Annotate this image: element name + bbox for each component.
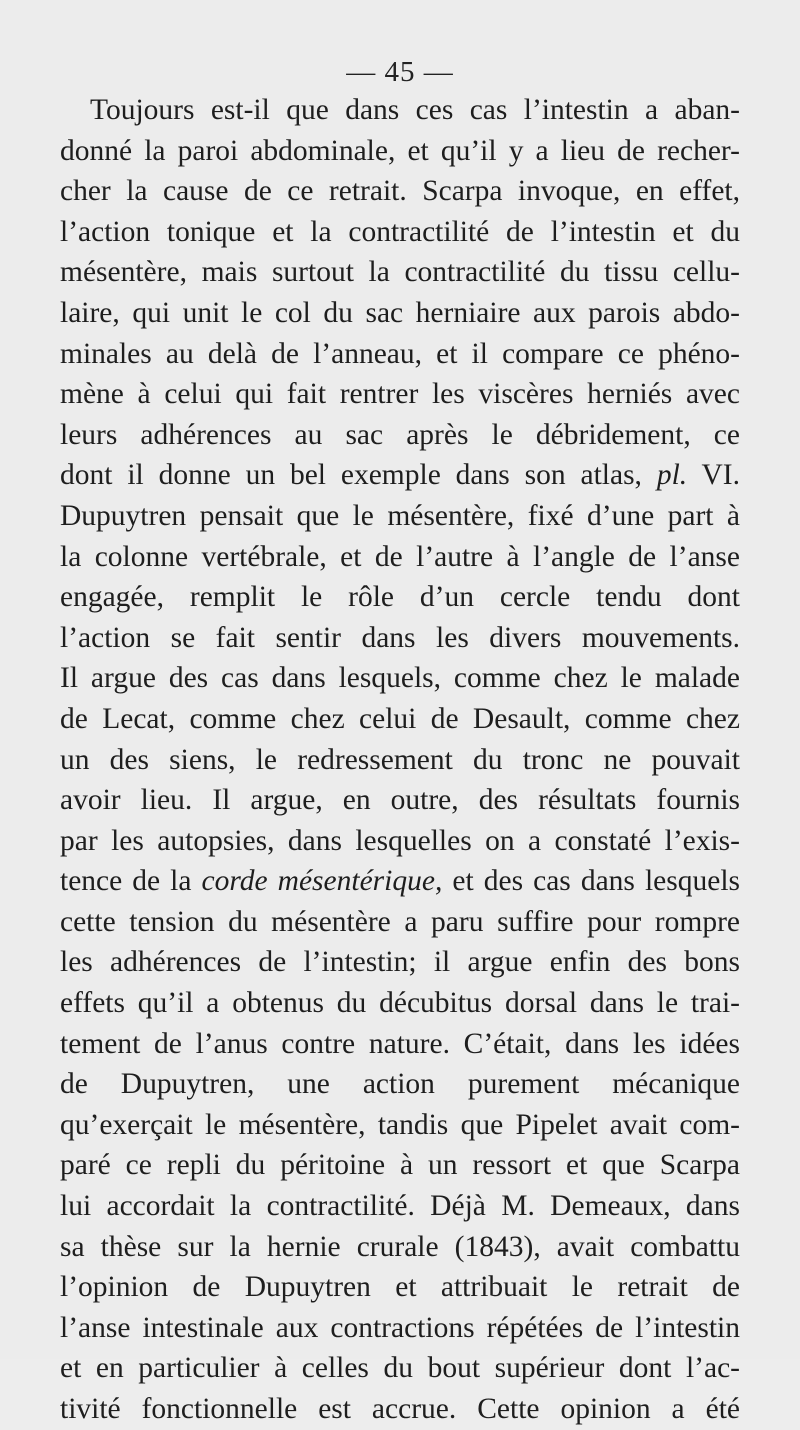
text-line (60, 658, 740, 699)
text-segment: sa thèse sur la hernie crurale (1843), avait combattu (60, 1230, 740, 1263)
text-segment: tement de l’anus contre nature. C’était, dans les idées (60, 1027, 740, 1060)
text-line (60, 1064, 740, 1105)
text-line (60, 902, 740, 943)
text-segment: Il argue des cas dans lesquels, comme chez le malade (60, 662, 740, 695)
text-segment: VI. (687, 459, 740, 492)
text-segment: laire, qui unit le col du sac herniaire aux parois abdo- (60, 296, 740, 329)
text-line (60, 1186, 740, 1227)
page-number: — 45 — (346, 56, 454, 88)
text-segment: la colonne vertébrale, et de l’autre à l’angle de l’anse (60, 540, 740, 573)
text-line (60, 740, 740, 781)
text-line (60, 90, 740, 131)
text-line (60, 861, 740, 902)
text-segment: cette tension du mésentère a paru suffire pour rompre (60, 905, 740, 938)
italic-text: pl. (656, 459, 688, 492)
text-segment: engagée, remplit le rôle d’un cercle tendu dont (60, 581, 740, 614)
text-segment: mésentère, mais surtout la contractilité du tissu cellu- (60, 256, 740, 289)
text-line (60, 537, 740, 578)
text-line (60, 1267, 740, 1308)
text-segment: avoir lieu. Il argue, en outre, des résultats fournis (60, 784, 740, 817)
text-line (60, 1024, 740, 1065)
text-segment: l’action tonique et la contractilité de l’intestin et du (60, 215, 740, 248)
text-segment: et en particulier à celles du bout supérieur dont l’ac- (60, 1352, 740, 1385)
text-line (60, 821, 740, 862)
text-line (60, 455, 740, 496)
text-segment: Dupuytren pensait que le mésentère, fixé d’une part à (60, 499, 740, 532)
text-segment: paré ce repli du péritoine à un ressort et que Scarpa (60, 1149, 740, 1182)
text-line (60, 1308, 740, 1349)
text-segment: tence de la (60, 865, 202, 898)
text-segment: tivité fonctionnelle est accrue. Cette opinion a été (60, 1393, 740, 1425)
text-segment: de Dupuytren, une action purement mécanique (60, 1068, 740, 1101)
body-text (60, 90, 740, 1430)
text-line (60, 942, 740, 983)
text-line (60, 1389, 740, 1430)
text-segment: mène à celui qui fait rentrer les viscères herniés avec (60, 378, 740, 411)
text-segment: l’opinion de Dupuytren et attribuait le retrait de (60, 1271, 740, 1304)
italic-text: corde mésentérique, (201, 865, 443, 898)
text-line (60, 1348, 740, 1389)
text-segment: donné la paroi abdominale, et qu’il y a lieu de recher- (60, 134, 740, 167)
text-line (60, 1105, 740, 1146)
text-line (60, 496, 740, 537)
text-line (60, 1227, 740, 1268)
text-line (60, 252, 740, 293)
text-segment: de Lecat, comme chez celui de Desault, comme chez (60, 702, 740, 735)
text-line (60, 577, 740, 618)
text-line (60, 131, 740, 172)
text-segment: Toujours est-il que dans ces cas l’intestin a aban- (90, 94, 740, 126)
text-segment: qu’exerçait le mésentère, tandis que Pipelet avait com- (60, 1108, 740, 1141)
text-line (60, 293, 740, 334)
text-line (60, 171, 740, 212)
text-line (60, 334, 740, 375)
text-segment: l’action se fait sentir dans les divers mouvements. (60, 621, 740, 654)
text-segment: les adhérences de l’intestin; il argue enfin des bons (60, 946, 740, 979)
text-segment: et des cas dans lesquels (442, 865, 740, 898)
text-line (60, 1145, 740, 1186)
text-segment: cher la cause de ce retrait. Scarpa invoque, en effet, (60, 175, 740, 208)
text-segment: leurs adhérences au sac après le débridement, ce (60, 418, 740, 451)
text-line (60, 618, 740, 659)
text-line (60, 374, 740, 415)
text-segment: lui accordait la contractilité. Déjà M. Demeaux, dans (60, 1190, 740, 1223)
text-line (60, 780, 740, 821)
text-line (60, 212, 740, 253)
text-line (60, 699, 740, 740)
text-segment: par les autopsies, dans lesquelles on a constaté l’exis- (60, 824, 740, 857)
text-segment: effets qu’il a obtenus du décubitus dorsal dans le trai- (60, 987, 740, 1020)
text-segment: l’anse intestinale aux contractions répétées de l’intestin (60, 1311, 740, 1344)
text-line (60, 415, 740, 456)
text-segment: un des siens, le redressement du tronc ne pouvait (60, 743, 740, 776)
text-segment: dont il donne un bel exemple dans son atlas, (60, 459, 657, 492)
text-line (60, 983, 740, 1024)
text-segment: minales au delà de l’anneau, et il compare ce phéno- (60, 337, 740, 370)
